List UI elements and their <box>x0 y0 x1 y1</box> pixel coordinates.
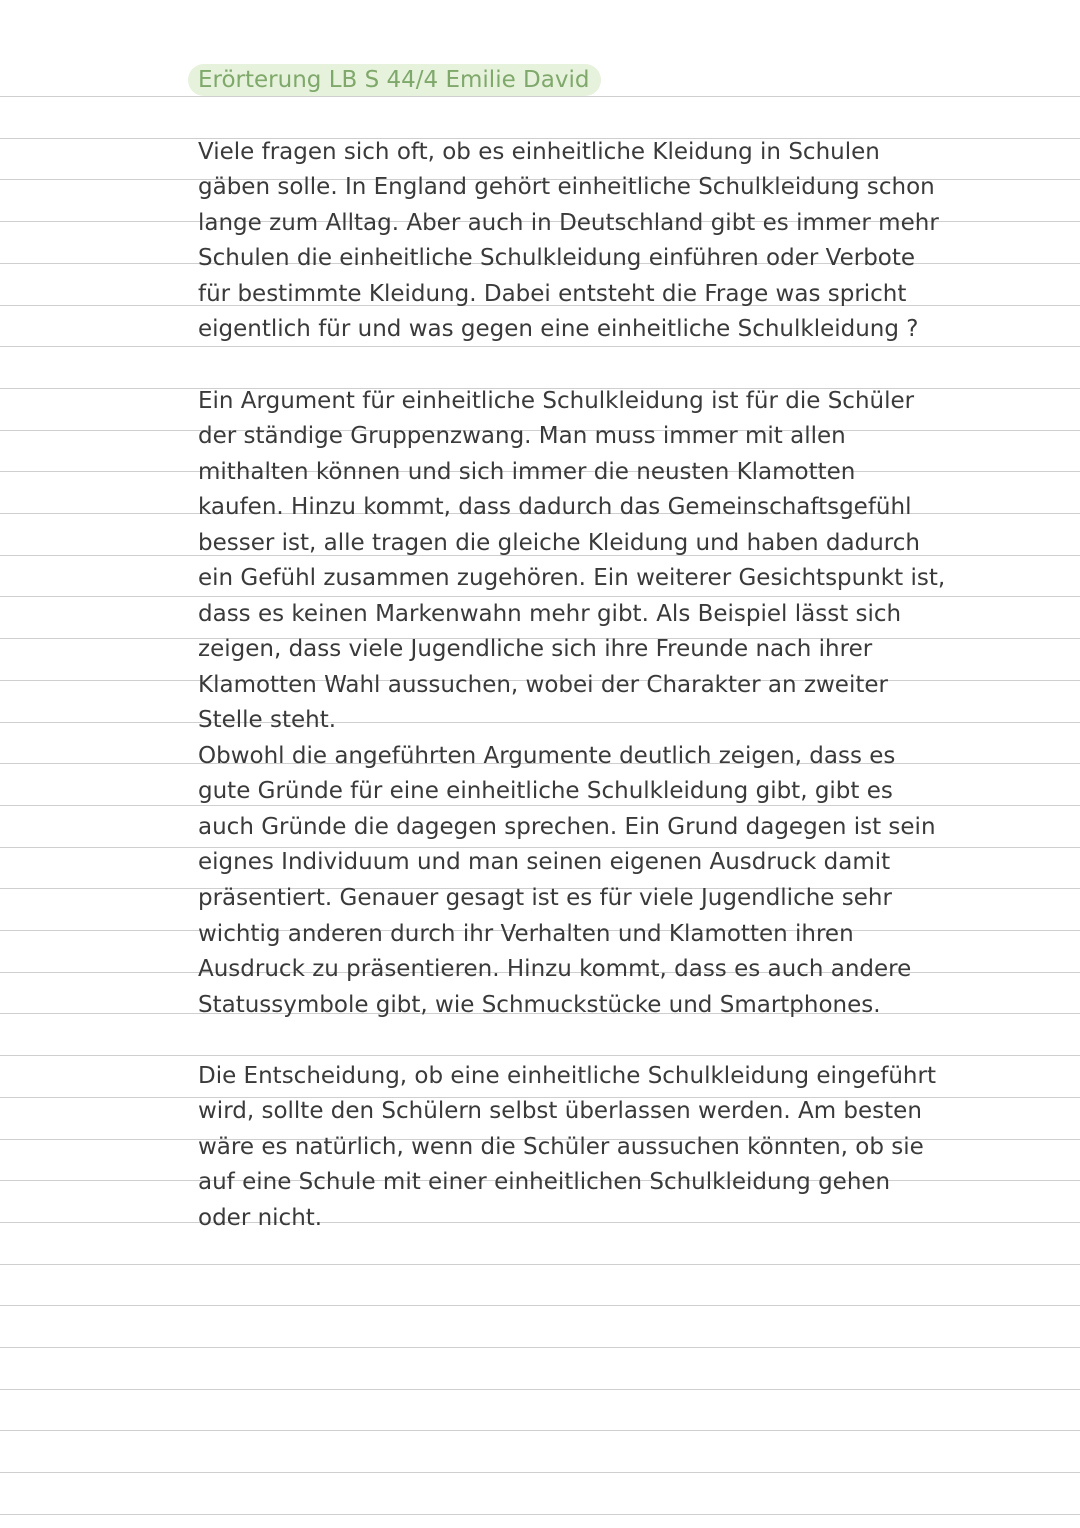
text-line: für bestimmte Kleidung. Dabei entsteht die Frage was spricht <box>198 281 907 307</box>
text-line: gäben solle. In England gehört einheitliche Schulkleidung schon <box>198 174 935 200</box>
page-title: Erörterung LB S 44/4 Emilie David <box>198 67 590 93</box>
text-line: mithalten können und sich immer die neusten Klamotten <box>198 459 856 485</box>
text-line: wäre es natürlich, wenn die Schüler aussuchen könnten, ob sie <box>198 1134 924 1160</box>
text-line: auch Gründe die dagegen sprechen. Ein Grund dagegen ist sein <box>198 814 936 840</box>
ruled-line <box>0 1472 1080 1473</box>
text-line: der ständige Gruppenzwang. Man muss immer mit allen <box>198 423 846 449</box>
text-line: gute Gründe für eine einheitliche Schulkleidung gibt, gibt es <box>198 778 893 804</box>
text-line: kaufen. Hinzu kommt, dass dadurch das Gemeinschaftsgefühl <box>198 494 912 520</box>
text-line: Statussymbole gibt, wie Schmuckstücke und Smartphones. <box>198 992 881 1018</box>
text-line: oder nicht. <box>198 1205 323 1231</box>
text-line: Stelle steht. <box>198 707 337 733</box>
text-line: wichtig anderen durch ihr Verhalten und Klamotten ihren <box>198 921 854 947</box>
text-line: auf eine Schule mit einer einheitlichen Schulkleidung gehen <box>198 1169 891 1195</box>
text-line: eignes Individuum und man seinen eigenen Ausdruck damit <box>198 849 891 875</box>
ruled-line <box>0 1222 1080 1223</box>
text-line: dass es keinen Markenwahn mehr gibt. Als Beispiel lässt sich <box>198 601 902 627</box>
text-line: Viele fragen sich oft, ob es einheitliche Kleidung in Schulen <box>198 139 880 165</box>
ruled-line <box>0 1264 1080 1265</box>
text-line: präsentiert. Genauer gesagt ist es für viele Jugendliche sehr <box>198 885 892 911</box>
ruled-line <box>0 346 1080 347</box>
text-line: zeigen, dass viele Jugendliche sich ihre Freunde nach ihrer <box>198 636 873 662</box>
text-line: lange zum Alltag. Aber auch in Deutschland gibt es immer mehr <box>198 210 939 236</box>
text-line: Ausdruck zu präsentieren. Hinzu kommt, dass es auch andere <box>198 956 912 982</box>
text-line: Die Entscheidung, ob eine einheitliche Schulkleidung eingeführt <box>198 1063 936 1089</box>
text-line: wird, sollte den Schülern selbst überlassen werden. Am besten <box>198 1098 922 1124</box>
ruled-line <box>0 1430 1080 1431</box>
text-line: eigentlich für und was gegen eine einheitliche Schulkleidung ? <box>198 316 919 342</box>
text-line: besser ist, alle tragen die gleiche Kleidung und haben dadurch <box>198 530 920 556</box>
text-line: Ein Argument für einheitliche Schulkleidung ist für die Schüler <box>198 388 915 414</box>
text-line: Klamotten Wahl aussuchen, wobei der Charakter an zweiter <box>198 672 888 698</box>
ruled-line <box>0 1514 1080 1515</box>
text-line: ein Gefühl zusammen zugehören. Ein weiterer Gesichtspunkt ist, <box>198 565 946 591</box>
text-line: Obwohl die angeführten Argumente deutlich zeigen, dass es <box>198 743 896 769</box>
ruled-line <box>0 1347 1080 1348</box>
title-highlight <box>188 64 601 96</box>
text-line: Schulen die einheitliche Schulkleidung einführen oder Verbote <box>198 245 916 271</box>
ruled-line <box>0 722 1080 723</box>
ruled-line <box>0 1305 1080 1306</box>
ruled-line <box>0 1389 1080 1390</box>
ruled-line <box>0 1055 1080 1056</box>
ruled-line <box>0 96 1080 97</box>
